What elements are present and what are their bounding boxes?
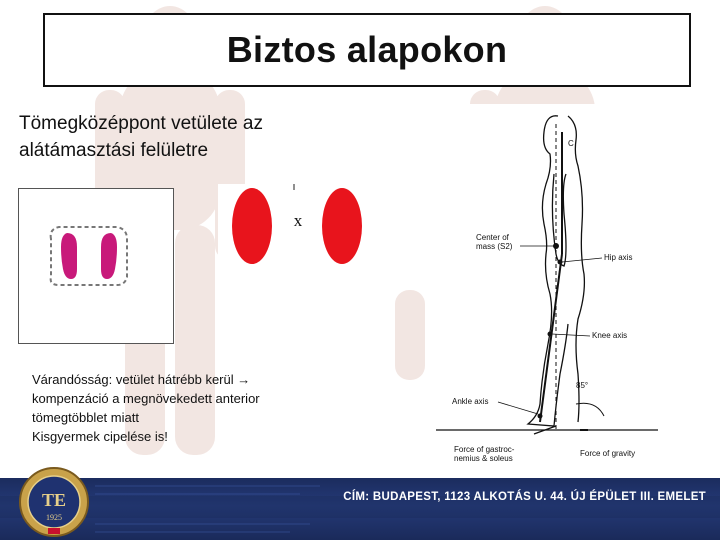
knee-point bbox=[548, 332, 553, 337]
label-center-of-mass: mass (S2) bbox=[476, 242, 513, 251]
hip-point bbox=[558, 260, 563, 265]
footer-decoration bbox=[0, 478, 720, 540]
footer-bar bbox=[0, 478, 720, 540]
slide-title: Biztos alapokon bbox=[226, 29, 508, 70]
logo-year: 1925 bbox=[46, 513, 62, 522]
subtitle bbox=[19, 110, 319, 164]
pregnancy-note bbox=[32, 370, 332, 446]
subtitle-line: alátámasztási felületre bbox=[19, 140, 209, 161]
note-line: Kisgyermek cipelése is! bbox=[32, 429, 168, 444]
footprints-illustration bbox=[19, 189, 173, 343]
label-force-gravity: Force of gravity bbox=[580, 449, 636, 458]
right-support-ellipse bbox=[322, 188, 362, 264]
body-outline-back bbox=[568, 116, 584, 422]
ankle-point bbox=[538, 414, 543, 419]
left-support-ellipse bbox=[232, 188, 272, 264]
note-line: kompenzáció a megnövekedett anterior bbox=[32, 391, 260, 406]
subtitle-line: Tömegközéppont vetülete az bbox=[19, 113, 263, 134]
label-c: C bbox=[568, 139, 574, 148]
arm-outline bbox=[552, 174, 566, 266]
left-foot-shape bbox=[61, 233, 77, 279]
label-ankle-axis: Ankle axis bbox=[452, 397, 489, 406]
footer-address: CÍM: BUDAPEST, 1123 ALKOTÁS U. 44. ÚJ ÉPÜLET III. EMELET bbox=[343, 491, 706, 503]
posture-diagram bbox=[428, 104, 720, 466]
label-hip-axis: Hip axis bbox=[604, 253, 633, 262]
logo-letters: TE bbox=[41, 490, 67, 510]
label-force-gastrocnemius: nemius & soleus bbox=[454, 454, 513, 463]
projection-mark: x bbox=[293, 211, 303, 230]
label-center-of-mass: Center of bbox=[476, 233, 509, 242]
leg-axis-line bbox=[540, 254, 562, 422]
right-foot-shape bbox=[101, 233, 117, 279]
university-logo bbox=[18, 466, 90, 538]
label-angle: 85° bbox=[576, 381, 589, 390]
label-force-gastrocnemius: Force of gastroc- bbox=[454, 445, 515, 454]
note-line: Várandósság: vetület hátrébb kerül → bbox=[32, 372, 251, 387]
support-area-image bbox=[218, 184, 366, 270]
label-knee-axis: Knee axis bbox=[592, 331, 628, 340]
footprint-image bbox=[18, 188, 174, 344]
angle-arc bbox=[576, 403, 604, 416]
note-line: tömegtöbblet miatt bbox=[32, 410, 139, 425]
title-box bbox=[43, 13, 691, 87]
